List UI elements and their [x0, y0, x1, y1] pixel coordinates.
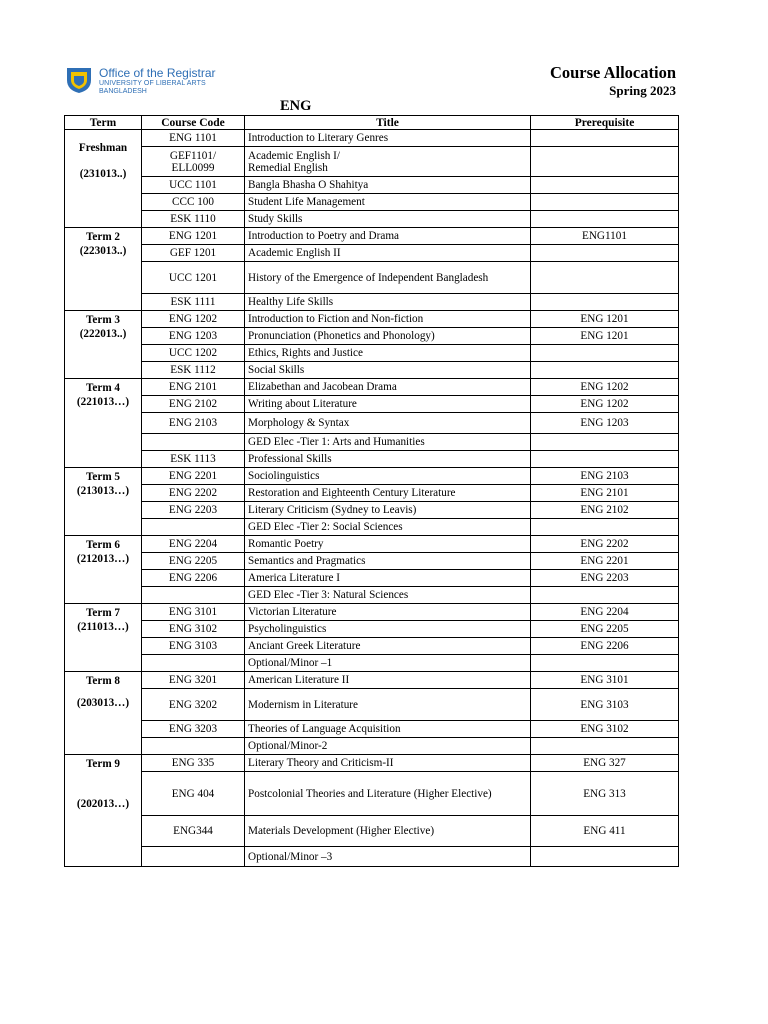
term-cell	[65, 379, 142, 468]
prerequisite	[531, 519, 679, 536]
course-title: Ethics, Rights and Justice	[245, 345, 531, 362]
table-row	[65, 570, 679, 587]
course-title: Literary Theory and Criticism-II	[245, 755, 531, 772]
course-title: Pronunciation (Phonetics and Phonology)	[245, 328, 531, 345]
course-code: ENG344	[142, 816, 245, 847]
table-row	[65, 396, 679, 413]
term-cell	[65, 672, 142, 755]
course-title: Restoration and Eighteenth Century Literature	[245, 485, 531, 502]
course-code: ENG 2204	[142, 536, 245, 553]
course-code: GEF 1201	[142, 245, 245, 262]
table-row	[65, 328, 679, 345]
table-row	[65, 655, 679, 672]
table-row	[65, 147, 679, 177]
course-title: Introduction to Literary Genres	[245, 130, 531, 147]
prerequisite	[531, 147, 679, 177]
course-code: ENG 2201	[142, 468, 245, 485]
table-row	[65, 379, 679, 396]
prerequisite	[531, 362, 679, 379]
term-code: (213013…)	[76, 485, 130, 497]
course-title: Professional Skills	[245, 451, 531, 468]
course-code: ENG 2205	[142, 553, 245, 570]
term-name: Freshman	[78, 142, 128, 154]
course-title: GED Elec -Tier 3: Natural Sciences	[245, 587, 531, 604]
course-title: Bangla Bhasha O Shahitya	[245, 177, 531, 194]
term-code: (203013…)	[76, 697, 130, 709]
prerequisite	[531, 738, 679, 755]
prerequisite	[531, 655, 679, 672]
table-row	[65, 689, 679, 721]
course-title: Semantics and Pragmatics	[245, 553, 531, 570]
table-row	[65, 847, 679, 867]
term-code: (212013…)	[76, 553, 130, 565]
prerequisite	[531, 294, 679, 311]
term-name: Term 7	[85, 607, 121, 619]
course-code: UCC 1101	[142, 177, 245, 194]
prerequisite: ENG 2204	[531, 604, 679, 621]
table-row	[65, 587, 679, 604]
term-cell	[65, 536, 142, 604]
course-code: ENG 335	[142, 755, 245, 772]
table-row	[65, 362, 679, 379]
prerequisite	[531, 262, 679, 294]
prerequisite: ENG 1202	[531, 379, 679, 396]
table-row	[65, 638, 679, 655]
course-title: GED Elec -Tier 2: Social Sciences	[245, 519, 531, 536]
course-title: Introduction to Fiction and Non-fiction	[245, 311, 531, 328]
course-title: Anciant Greek Literature	[245, 638, 531, 655]
prerequisite: ENG 2203	[531, 570, 679, 587]
prerequisite: ENG 1202	[531, 396, 679, 413]
course-code: ENG 3101	[142, 604, 245, 621]
course-code: ENG 1201	[142, 228, 245, 245]
course-title: Materials Development (Higher Elective)	[245, 816, 531, 847]
term-code: (222013..)	[79, 328, 127, 340]
table-row	[65, 177, 679, 194]
logo-office-text: Office of the Registrar	[99, 66, 216, 80]
table-row	[65, 434, 679, 451]
table-row	[65, 311, 679, 328]
course-title: Sociolinguistics	[245, 468, 531, 485]
course-title: Academic English II	[245, 245, 531, 262]
prerequisite: ENG 3102	[531, 721, 679, 738]
table-row	[65, 228, 679, 245]
prerequisite: ENG1101	[531, 228, 679, 245]
header-term: Term	[65, 116, 142, 130]
term-name: Term 4	[85, 382, 121, 394]
course-code	[142, 847, 245, 867]
term-name: Term 6	[85, 539, 121, 551]
term-name: Term 9	[85, 758, 121, 770]
course-title: Introduction to Poetry and Drama	[245, 228, 531, 245]
table-row	[65, 536, 679, 553]
course-code: UCC 1201	[142, 262, 245, 294]
prerequisite: ENG 2201	[531, 553, 679, 570]
course-title: Optional/Minor-2	[245, 738, 531, 755]
page-title: Course Allocation	[549, 63, 676, 82]
term-name: Term 2	[85, 231, 121, 243]
prerequisite	[531, 177, 679, 194]
course-code: GEF1101/ ELL0099	[142, 147, 245, 177]
table-body	[65, 130, 679, 867]
prerequisite: ENG 411	[531, 816, 679, 847]
prerequisite: ENG 1201	[531, 328, 679, 345]
course-code: ENG 2101	[142, 379, 245, 396]
course-title: Study Skills	[245, 211, 531, 228]
table-row	[65, 485, 679, 502]
course-title: Student Life Management	[245, 194, 531, 211]
course-code: ENG 1202	[142, 311, 245, 328]
table-row	[65, 519, 679, 536]
course-title: Psycholinguistics	[245, 621, 531, 638]
course-title: Healthy Life Skills	[245, 294, 531, 311]
term-code: (231013..)	[79, 168, 127, 180]
course-code	[142, 738, 245, 755]
table-row	[65, 604, 679, 621]
prerequisite	[531, 130, 679, 147]
course-code: ENG 2202	[142, 485, 245, 502]
course-code: ENG 2203	[142, 502, 245, 519]
term-name: Term 8	[85, 675, 121, 687]
course-title: Optional/Minor –1	[245, 655, 531, 672]
term-code: (221013…)	[76, 396, 130, 408]
course-code: ENG 404	[142, 772, 245, 816]
semester-label: Spring 2023	[609, 83, 676, 98]
table-row	[65, 130, 679, 147]
term-name: Term 5	[85, 471, 121, 483]
course-code: ENG 2102	[142, 396, 245, 413]
course-title: History of the Emergence of Independent Bangladesh	[245, 262, 531, 294]
prerequisite: ENG 327	[531, 755, 679, 772]
course-title: Optional/Minor –3	[245, 847, 531, 867]
table-row	[65, 755, 679, 772]
logo-university-text: UNIVERSITY OF LIBERAL ARTS	[99, 80, 206, 87]
course-code: ESK 1113	[142, 451, 245, 468]
course-title: Theories of Language Acquisition	[245, 721, 531, 738]
course-code	[142, 434, 245, 451]
table-row	[65, 721, 679, 738]
course-code: UCC 1202	[142, 345, 245, 362]
department-label: ENG	[280, 98, 312, 114]
header-course-code: Course Code	[142, 116, 245, 130]
course-title: America Literature I	[245, 570, 531, 587]
course-title: Social Skills	[245, 362, 531, 379]
term-name: Term 3	[85, 314, 121, 326]
table-row	[65, 672, 679, 689]
prerequisite	[531, 847, 679, 867]
course-code: ESK 1110	[142, 211, 245, 228]
prerequisite: ENG 2205	[531, 621, 679, 638]
term-cell	[65, 468, 142, 536]
table-row	[65, 621, 679, 638]
prerequisite: ENG 2101	[531, 485, 679, 502]
prerequisite: ENG 2202	[531, 536, 679, 553]
table-row	[65, 294, 679, 311]
table-row	[65, 451, 679, 468]
table-row	[65, 413, 679, 434]
term-cell	[65, 130, 142, 228]
term-cell	[65, 311, 142, 379]
prerequisite: ENG 2102	[531, 502, 679, 519]
course-code: ESK 1112	[142, 362, 245, 379]
course-code	[142, 519, 245, 536]
course-code	[142, 655, 245, 672]
course-title: Academic English I/ Remedial English	[245, 147, 531, 177]
prerequisite: ENG 1203	[531, 413, 679, 434]
prerequisite	[531, 245, 679, 262]
course-code: ENG 2206	[142, 570, 245, 587]
course-title: GED Elec -Tier 1: Arts and Humanities	[245, 434, 531, 451]
prerequisite	[531, 211, 679, 228]
table-row	[65, 245, 679, 262]
prerequisite: ENG 2103	[531, 468, 679, 485]
course-title: Writing about Literature	[245, 396, 531, 413]
course-code: ENG 1203	[142, 328, 245, 345]
prerequisite	[531, 434, 679, 451]
course-title: Literary Criticism (Sydney to Leavis)	[245, 502, 531, 519]
course-code: ENG 3202	[142, 689, 245, 721]
course-code: ENG 3201	[142, 672, 245, 689]
term-cell	[65, 228, 142, 311]
prerequisite	[531, 194, 679, 211]
table-row	[65, 502, 679, 519]
table-row	[65, 816, 679, 847]
course-code: CCC 100	[142, 194, 245, 211]
course-title: Elizabethan and Jacobean Drama	[245, 379, 531, 396]
term-code: (211013…)	[77, 621, 129, 633]
prerequisite	[531, 587, 679, 604]
prerequisite	[531, 451, 679, 468]
course-code: ENG 1101	[142, 130, 245, 147]
course-code: ENG 3203	[142, 721, 245, 738]
prerequisite: ENG 3103	[531, 689, 679, 721]
table-row	[65, 553, 679, 570]
prerequisite: ENG 313	[531, 772, 679, 816]
table-row	[65, 211, 679, 228]
term-code: (202013…)	[76, 798, 130, 810]
term-code: (223013..)	[79, 245, 127, 257]
header-prerequisite: Prerequisite	[531, 116, 679, 130]
course-allocation-table	[64, 115, 679, 867]
course-code	[142, 587, 245, 604]
table-row	[65, 194, 679, 211]
table-row	[65, 345, 679, 362]
course-title: Romantic Poetry	[245, 536, 531, 553]
table-header-row	[65, 116, 679, 130]
table-row	[65, 262, 679, 294]
course-code: ENG 3103	[142, 638, 245, 655]
table-row	[65, 738, 679, 755]
prerequisite	[531, 345, 679, 362]
prerequisite: ENG 3101	[531, 672, 679, 689]
term-cell	[65, 755, 142, 867]
course-code: ENG 2103	[142, 413, 245, 434]
course-title: Morphology & Syntax	[245, 413, 531, 434]
logo-country-text: BANGLADESH	[99, 88, 147, 95]
course-title: Modernism in Literature	[245, 689, 531, 721]
course-title: Victorian Literature	[245, 604, 531, 621]
course-title: Postcolonial Theories and Literature (Higher Elective)	[245, 772, 531, 816]
university-crest-icon	[64, 66, 94, 94]
registrar-logo	[64, 66, 234, 96]
header-title: Title	[245, 116, 531, 130]
table-row	[65, 772, 679, 816]
prerequisite: ENG 1201	[531, 311, 679, 328]
course-title: American Literature II	[245, 672, 531, 689]
course-code: ESK 1111	[142, 294, 245, 311]
term-cell	[65, 604, 142, 672]
prerequisite: ENG 2206	[531, 638, 679, 655]
course-code: ENG 3102	[142, 621, 245, 638]
table-row	[65, 468, 679, 485]
